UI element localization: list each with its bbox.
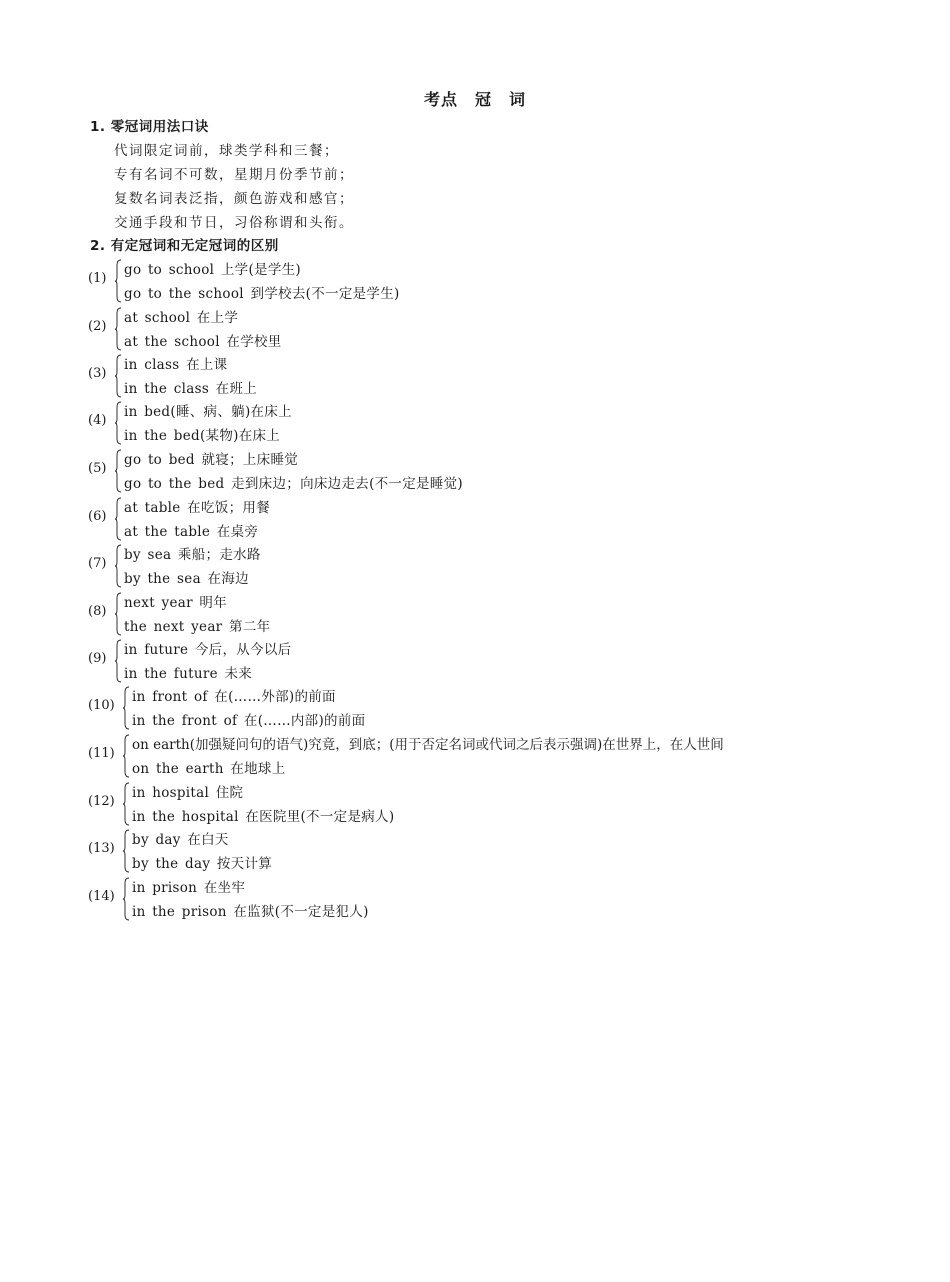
phrase-with-article: at the table 在桌旁 — [124, 524, 259, 540]
item-number: (5) — [88, 461, 107, 476]
phrase-without-article: in class 在上课 — [124, 357, 228, 373]
mnemonic-line: 复数名词表泛指，颜色游戏和感官； — [114, 191, 354, 207]
comparison-pair — [88, 828, 948, 876]
item-number: (13) — [88, 841, 115, 856]
brace-icon — [115, 449, 122, 493]
item-number: (1) — [88, 271, 107, 286]
comparison-pair — [88, 496, 948, 544]
phrase-without-article: go to bed 就寝；上床睡觉 — [124, 452, 299, 468]
comparison-pair — [88, 876, 948, 924]
comparison-pair — [88, 258, 948, 306]
phrase-with-article: at the school 在学校里 — [124, 334, 282, 350]
brace-icon — [123, 686, 130, 730]
brace-icon — [115, 497, 122, 541]
brace-icon — [115, 639, 122, 683]
comparison-pair — [88, 638, 948, 686]
brace-icon — [123, 782, 130, 826]
comparison-pair — [88, 306, 948, 354]
phrase-with-article: go to the bed 走到床边；向床边走去(不一定是睡觉) — [124, 476, 464, 492]
item-number: (9) — [88, 651, 107, 666]
phrase-without-article: at school 在上学 — [124, 310, 239, 326]
phrase-with-article: by the sea 在海边 — [124, 571, 249, 587]
phrase-without-article: by sea 乘船；走水路 — [124, 547, 261, 563]
brace-icon — [115, 592, 122, 636]
phrase-with-article: on the earth 在地球上 — [132, 761, 286, 777]
phrase-without-article: at table 在吃饭；用餐 — [124, 500, 270, 516]
item-number: (6) — [88, 509, 107, 524]
item-number: (11) — [88, 746, 115, 761]
comparison-pair — [88, 543, 948, 591]
comparison-pair — [88, 448, 948, 496]
comparison-pair — [88, 733, 948, 781]
item-number: (10) — [88, 698, 115, 713]
item-number: (14) — [88, 889, 115, 904]
mnemonic-line: 交通手段和节日，习俗称谓和头衔。 — [114, 215, 354, 231]
comparison-pair — [88, 781, 948, 829]
phrase-without-article: by day 在白天 — [132, 832, 229, 848]
item-number: (7) — [88, 556, 107, 571]
brace-icon — [123, 877, 130, 921]
phrase-without-article: in front of 在(……外部)的前面 — [132, 689, 336, 705]
item-number: (2) — [88, 319, 107, 334]
phrase-without-article: go to school 上学(是学生) — [124, 262, 301, 278]
comparison-pair — [88, 685, 948, 733]
brace-icon — [123, 829, 130, 873]
brace-icon — [115, 259, 122, 303]
comparison-pair — [88, 400, 948, 448]
section-heading-article-difference: 2. 有定冠词和无定冠词的区别 — [90, 238, 279, 254]
phrase-without-article: in hospital 住院 — [132, 785, 244, 801]
phrase-without-article: on earth(加强疑问句的语气)究竟，到底；(用于否定名词或代词之后表示强调)在世界上，在人世间 — [132, 737, 724, 753]
item-number: (4) — [88, 413, 107, 428]
brace-icon — [123, 734, 130, 778]
brace-icon — [115, 307, 122, 351]
phrase-with-article: in the front of 在(……内部)的前面 — [132, 713, 366, 729]
brace-icon — [115, 401, 122, 445]
phrase-with-article: in the hospital 在医院里(不一定是病人) — [132, 809, 395, 825]
comparison-pair — [88, 591, 948, 639]
comparison-pair — [88, 353, 948, 401]
item-number: (12) — [88, 794, 115, 809]
brace-icon — [115, 354, 122, 398]
phrase-without-article: in future 今后，从今以后 — [124, 642, 292, 658]
brace-icon — [115, 544, 122, 588]
phrase-without-article: in bed(睡、病、躺)在床上 — [124, 404, 292, 420]
phrase-with-article: the next year 第二年 — [124, 619, 271, 635]
phrase-with-article: in the class 在班上 — [124, 381, 258, 397]
phrase-without-article: in prison 在坐牢 — [132, 880, 246, 896]
page-title: 考点 冠 词 — [423, 90, 526, 109]
phrase-without-article: next year 明年 — [124, 595, 228, 611]
section-heading-zero-article: 1. 零冠词用法口诀 — [90, 119, 209, 135]
phrase-with-article: in the future 未来 — [124, 666, 253, 682]
mnemonic-line: 代词限定词前，球类学科和三餐； — [114, 143, 339, 159]
item-number: (8) — [88, 604, 107, 619]
mnemonic-line: 专有名词不可数，星期月份季节前； — [114, 167, 354, 183]
phrase-with-article: by the day 按天计算 — [132, 856, 273, 872]
phrase-with-article: go to the school 到学校去(不一定是学生) — [124, 286, 400, 302]
phrase-with-article: in the bed(某物)在床上 — [124, 428, 281, 444]
phrase-with-article: in the prison 在监狱(不一定是犯人) — [132, 904, 369, 920]
item-number: (3) — [88, 366, 107, 381]
